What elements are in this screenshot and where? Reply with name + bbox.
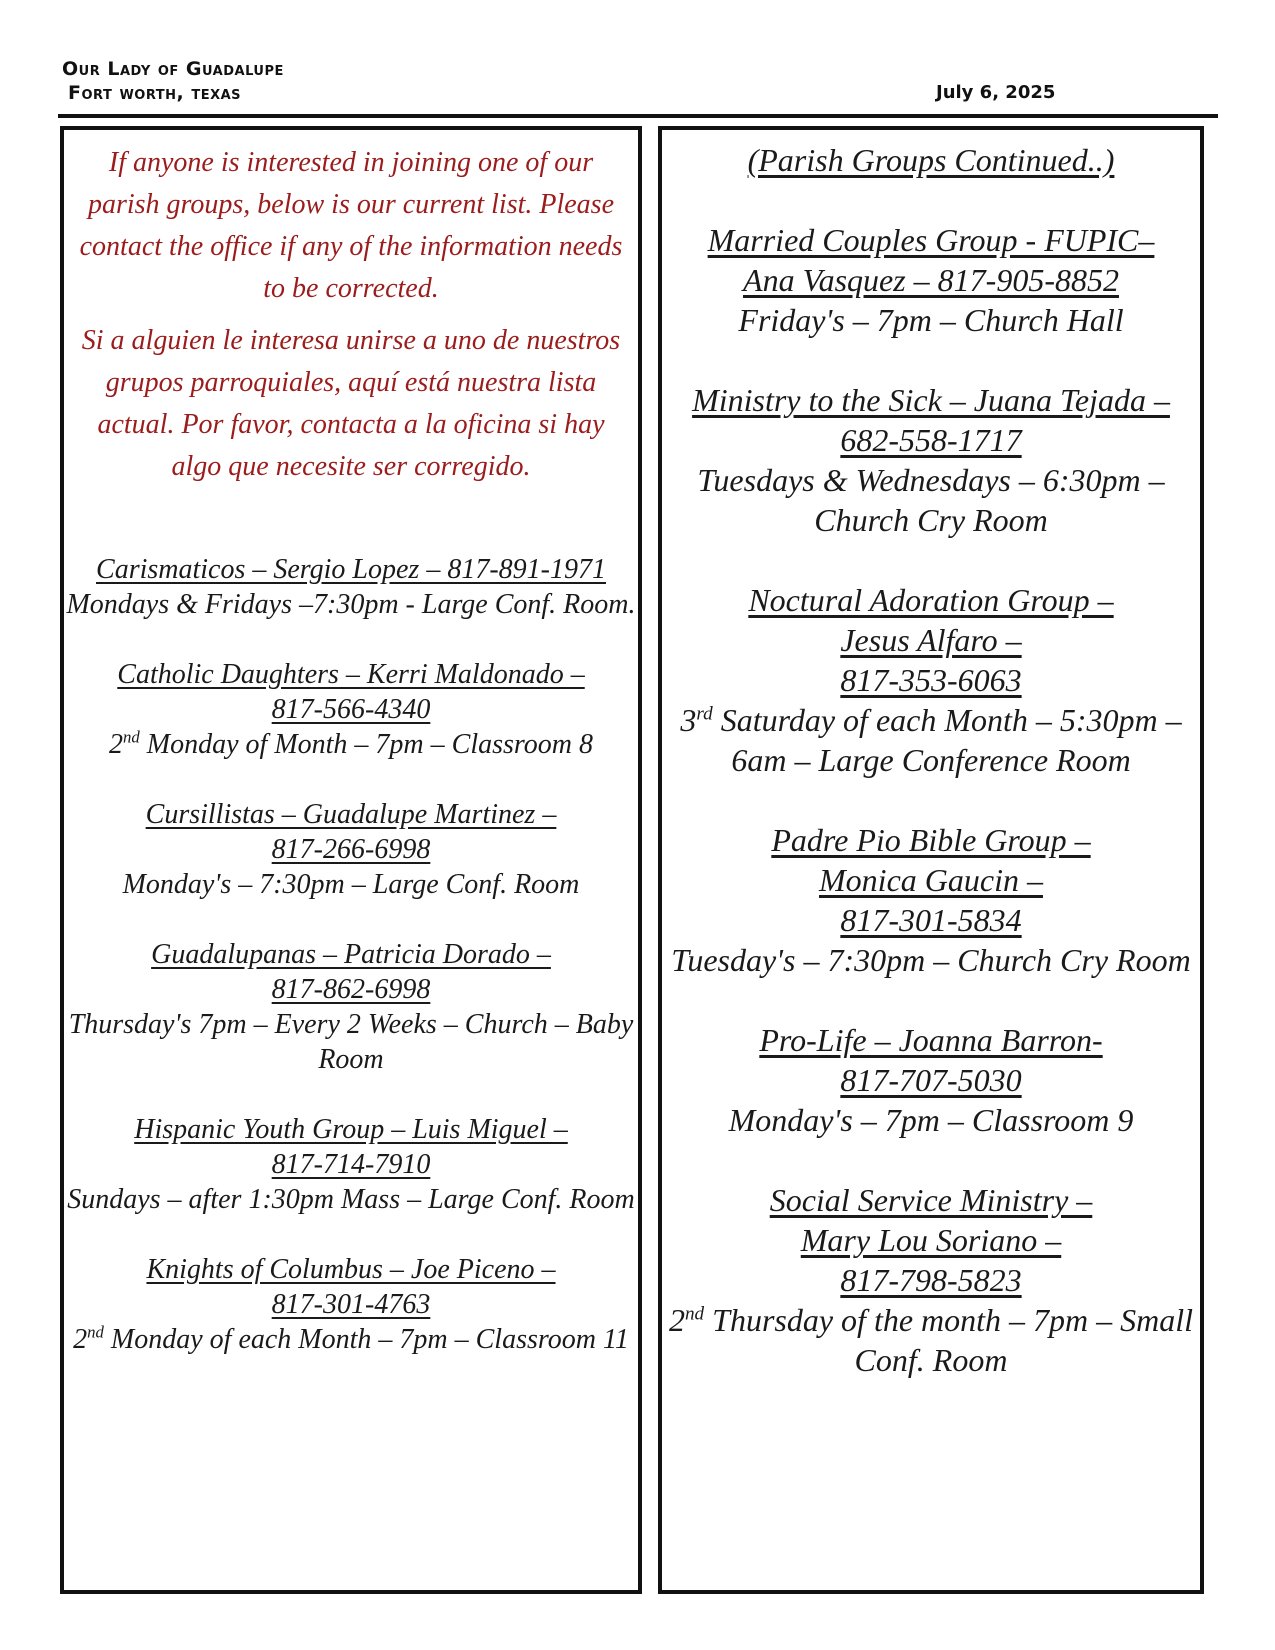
schedule-text: Mondays & Fridays –7:30pm - Large Conf. Room. xyxy=(66,589,636,620)
intro-spanish: Si a alguien le interesa unirse a uno de nuestros grupos parroquiales, aquí está nuestra lista actual. Por favor, contacta a la oficina si hay algo que necesite ser corregido. xyxy=(81,325,621,482)
group-schedule xyxy=(64,1182,638,1217)
schedule-text: Tuesday's – 7:30pm – Church Cry Room xyxy=(671,942,1191,978)
schedule-text: Tuesdays & Wednesdays – 6:30pm – Church Cry Room xyxy=(697,462,1165,538)
group-schedule xyxy=(662,700,1200,780)
schedule-ordinal: 2 xyxy=(73,1324,88,1355)
group-schedule xyxy=(662,460,1200,540)
schedule-text: Sundays – after 1:30pm Mass – Large Conf. Room xyxy=(67,1184,635,1215)
group-entry xyxy=(662,1020,1200,1140)
right-column xyxy=(658,126,1204,1594)
group-entry xyxy=(64,1112,638,1217)
group-phone: 817-862-6998 xyxy=(271,974,431,1005)
group-schedule xyxy=(662,300,1200,340)
group-contact: 817-707-5030 xyxy=(840,1062,1022,1098)
group-schedule xyxy=(64,1322,638,1357)
group-heading: Married Couples Group - FUPIC– xyxy=(707,222,1155,258)
group-heading: Guadalupanas – Patricia Dorado – xyxy=(151,939,551,970)
group-heading: Noctural Adoration Group – xyxy=(748,582,1114,618)
intro-english: If anyone is interested in joining one of our parish groups, below is our current list. Please contact the office if any of the information needs to be corrected. xyxy=(79,147,623,304)
group-entry xyxy=(662,1180,1200,1380)
schedule-ordinal: 2 xyxy=(109,729,124,760)
schedule-ordinal-suffix: nd xyxy=(123,727,140,747)
group-phone: 817-714-7910 xyxy=(271,1149,431,1180)
group-heading: Pro-Life – Joanna Barron- xyxy=(759,1022,1103,1058)
schedule-text: Saturday of each Month – 5:30pm – 6am – Large Conference Room xyxy=(712,702,1182,778)
group-schedule xyxy=(64,587,638,622)
left-column xyxy=(60,126,642,1594)
group-heading: Carismaticos – Sergio Lopez – 817-891-1971 xyxy=(96,554,606,585)
schedule-text: Monday of Month – 7pm – Classroom 8 xyxy=(139,729,593,760)
group-entry xyxy=(64,657,638,762)
group-entry xyxy=(64,797,638,902)
schedule-text: Friday's – 7pm – Church Hall xyxy=(738,302,1124,338)
group-phone: 817-566-4340 xyxy=(271,694,431,725)
group-phone: 817-301-5834 xyxy=(840,902,1022,938)
group-schedule xyxy=(662,1300,1200,1380)
schedule-text: Monday's – 7:30pm – Large Conf. Room xyxy=(122,869,580,900)
group-contact: Jesus Alfaro – xyxy=(840,622,1022,658)
schedule-text: Monday of each Month – 7pm – Classroom 11 xyxy=(103,1324,629,1355)
group-entry xyxy=(64,1252,638,1357)
group-schedule xyxy=(64,867,638,902)
group-schedule xyxy=(662,940,1200,980)
schedule-ordinal-suffix: rd xyxy=(696,703,713,725)
group-schedule xyxy=(64,727,638,762)
group-heading: Padre Pio Bible Group – xyxy=(771,822,1091,858)
left-group-list xyxy=(64,552,638,1392)
schedule-text: Thursday's 7pm – Every 2 Weeks – Church – Baby Room xyxy=(68,1009,634,1075)
church-city: Fort worth, texas xyxy=(68,82,242,104)
group-heading: Social Service Ministry – xyxy=(769,1182,1093,1218)
group-contact: Mary Lou Soriano – xyxy=(800,1222,1062,1258)
schedule-ordinal-suffix: nd xyxy=(684,1303,705,1325)
schedule-ordinal: 3 xyxy=(680,702,697,738)
schedule-ordinal: 2 xyxy=(668,1302,685,1338)
group-entry xyxy=(662,580,1200,780)
schedule-text: Thursday of the month – 7pm – Small Conf. Room xyxy=(704,1302,1194,1378)
schedule-text: Monday's – 7pm – Classroom 9 xyxy=(728,1102,1134,1138)
group-entry xyxy=(662,220,1200,340)
group-phone: 817-301-4763 xyxy=(271,1289,431,1320)
group-heading: Knights of Columbus – Joe Piceno – xyxy=(146,1254,556,1285)
group-phone: 817-798-5823 xyxy=(840,1262,1022,1298)
group-schedule xyxy=(64,1007,638,1077)
group-heading: Ministry to the Sick – Juana Tejada – xyxy=(692,382,1170,418)
group-entry xyxy=(64,937,638,1077)
group-contact: 682-558-1717 xyxy=(840,422,1022,458)
group-phone: 817-266-6998 xyxy=(271,834,431,865)
header-divider xyxy=(58,114,1218,118)
schedule-ordinal-suffix: nd xyxy=(87,1322,104,1342)
group-heading: Hispanic Youth Group – Luis Miguel – xyxy=(134,1114,568,1145)
group-entry xyxy=(662,380,1200,540)
church-name: Our Lady of Guadalupe xyxy=(62,58,284,80)
bulletin-date: July 6, 2025 xyxy=(936,82,1056,103)
continued-title: (Parish Groups Continued..) xyxy=(747,142,1115,178)
group-heading: Cursillistas – Guadalupe Martinez – xyxy=(145,799,557,830)
group-schedule xyxy=(662,1100,1200,1140)
group-contact: Monica Gaucin – xyxy=(819,862,1043,898)
group-entry xyxy=(662,820,1200,980)
group-contact: Ana Vasquez – 817-905-8852 xyxy=(743,262,1119,298)
right-group-list xyxy=(662,220,1200,1380)
group-heading: Catholic Daughters – Kerri Maldonado – xyxy=(117,659,585,690)
group-entry xyxy=(64,552,638,622)
group-phone: 817-353-6063 xyxy=(840,662,1022,698)
intro-notice xyxy=(72,142,630,488)
